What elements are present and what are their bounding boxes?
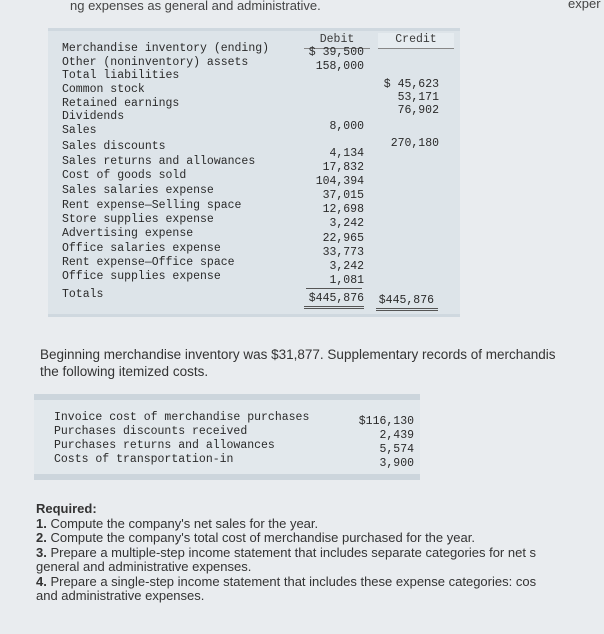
debit-header: Debit (319, 33, 355, 46)
row-debit: 22,965 (322, 232, 364, 245)
row-debit: 3,242 (329, 260, 364, 273)
required-item-number: 4. (36, 573, 47, 589)
purchases-row-label: Invoice cost of merchandise purchases (54, 411, 310, 424)
purchases-row-value: 5,574 (379, 443, 414, 456)
required-item-text: general and administrative expenses. (36, 559, 252, 574)
row-debit: 8,000 (329, 120, 364, 133)
inventory-paragraph (40, 346, 604, 380)
required-item-text: and administrative expenses. (36, 588, 205, 603)
row-debit: 4,134 (329, 147, 364, 160)
required-item-4 (36, 575, 604, 590)
required-item-1 (36, 517, 604, 532)
required-title: Required: (36, 501, 97, 516)
required-item-text: Compute the company's total cost of merchandise purchased for the year. (46, 530, 475, 545)
credit-header: Credit (395, 33, 437, 46)
row-credit: $ 45,623 (383, 78, 439, 91)
required-item-text: Prepare a multiple-step income statement that includes separate categories for net s (46, 544, 537, 560)
row-debit: 158,000 (315, 60, 364, 73)
row-label: Retained earnings (62, 97, 180, 110)
row-debit: 17,832 (322, 161, 364, 174)
required-item-number: 3. (36, 544, 47, 560)
purchases-row-label: Costs of transportation-in (54, 453, 234, 466)
purchases-row-label: Purchases discounts received (54, 425, 248, 438)
required-item-text: Compute the company's net sales for the year. (46, 515, 319, 531)
row-debit: 3,242 (329, 217, 364, 230)
row-label: Sales (62, 124, 97, 137)
row-debit: 37,015 (322, 189, 364, 202)
purchases-row-value: $116,130 (358, 415, 414, 428)
row-debit: 33,773 (322, 246, 364, 259)
cropped-header-left: ng expenses as general and administrative. (70, 0, 321, 13)
row-label: Merchandise inventory (ending) (62, 42, 270, 55)
totals-label: Totals (62, 288, 104, 301)
row-label: Store supplies expense (62, 213, 214, 226)
total-debit: $445,876 (308, 292, 364, 305)
row-label: Other (noninventory) assets (62, 56, 249, 69)
debit-subtotal-rule (306, 288, 362, 289)
required-item-4-cont (36, 589, 604, 604)
cropped-header-text (0, 0, 604, 16)
debit-total-double-rule (304, 306, 364, 309)
row-label: Advertising expense (62, 227, 194, 240)
purchases-row-value: 2,439 (379, 429, 414, 442)
row-label: Office salaries expense (62, 242, 221, 255)
row-label: Sales salaries expense (62, 184, 214, 197)
required-item-2 (36, 531, 604, 546)
row-label: Dividends (62, 110, 125, 123)
required-item-3 (36, 546, 604, 561)
row-debit: $ 39,500 (308, 46, 364, 59)
cropped-header-right: exper (568, 0, 601, 11)
paragraph-line-2: the following itemized costs. (40, 364, 209, 379)
row-label: Rent expense—Selling space (62, 199, 242, 212)
credit-total-double-rule (376, 308, 438, 311)
row-credit: 76,902 (397, 104, 439, 117)
paragraph-line-1: Beginning merchandise inventory was $31,877. Supplementary records of merchandis (40, 347, 556, 362)
row-label: Sales returns and allowances (62, 155, 256, 168)
row-label: Cost of goods sold (62, 169, 187, 182)
row-label: Rent expense—Office space (62, 256, 235, 269)
row-credit: 270,180 (390, 137, 439, 150)
required-item-number: 2. (36, 530, 47, 545)
row-debit: 1,081 (329, 274, 364, 287)
total-credit: $445,876 (378, 294, 434, 307)
purchases-row-value: 3,900 (379, 457, 414, 470)
row-label: Total liabilities (62, 69, 180, 82)
purchases-row-label: Purchases returns and allowances (54, 439, 275, 452)
row-debit: 104,394 (315, 175, 364, 188)
required-item-number: 1. (36, 515, 47, 531)
row-debit: 12,698 (322, 203, 364, 216)
required-item-text: Prepare a single-step income statement that includes these expense categories: cos (46, 573, 537, 589)
row-label: Common stock (62, 83, 145, 96)
required-item-3-cont (36, 560, 604, 575)
row-label: Office supplies expense (62, 270, 221, 283)
required-section (36, 502, 604, 604)
row-label: Sales discounts (62, 140, 166, 153)
row-credit: 53,171 (397, 91, 439, 104)
